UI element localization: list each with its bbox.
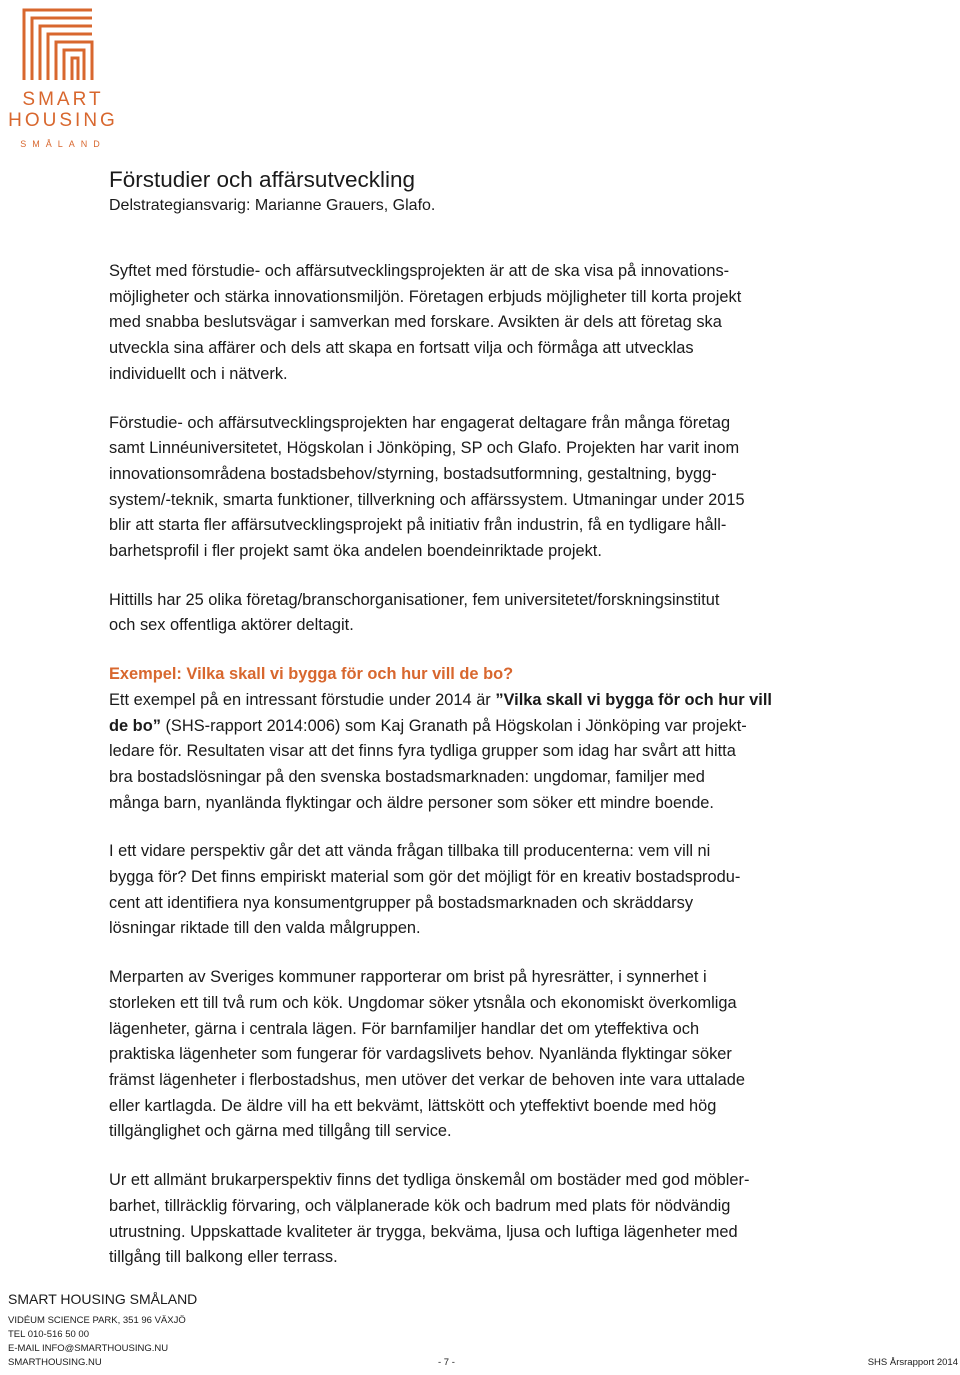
footer-website-link[interactable]: SMARTHOUSING.NU [8,1357,102,1368]
text-line: ledare för. Resultaten visar att det finns fyra tydliga grupper som idag har svårt att hitta [109,742,736,761]
paragraph-participants [109,411,779,565]
text-line: blir att starta fler affärsutvecklingsprojekt på initiativ från industrin, få en tydligare håll- [109,516,727,535]
text-line: innovationsområdena bostadsbehov/styrning, bostadsutformning, gestaltning, bygg- [109,464,717,483]
text-line: bygga för? Det finns empiriskt material som gör det möjligt för en kreativ bostadsprodu- [109,868,741,887]
text-line: eller kartlagda. De äldre vill ha ett bekvämt, lättskött och yteffektivt boende med hög [109,1096,717,1115]
page-subtitle: Delstrategiansvarig: Marianne Grauers, Glafo. [109,197,436,214]
text-fragment: Ett exempel på en intressant förstudie under 2014 är [109,690,496,709]
text-line: cent att identifiera nya konsumentgrupper på bostadsmarknaden och skräddarsy [109,893,694,912]
text-line: utrustning. Uppskattade kvaliteter är trygga, bekväma, ljusa och luftiga lägenheter med [109,1222,738,1241]
report-name: SHS Årsrapport 2014 [867,1357,958,1368]
text-line [109,688,779,714]
text-line: praktiska lägenheter som fungerar för vardagslivets behov. Nyanlända flyktingar söker [109,1045,732,1064]
text-line: barhet, tillräcklig förvaring, och välplanerade kök och badrum med plats för nödvändig [109,1196,731,1215]
text-line: lägenheter, gärna i centrala lägen. För barnfamiljer handlar det om yteffektiva och [109,1019,700,1038]
page-footer [8,1290,958,1368]
study-title-quote: ”Vilka skall vi bygga för och hur vill [495,690,772,709]
text-line: tillgång till balkong eller terrass. [109,1248,338,1267]
paragraph-purpose [109,259,779,388]
logo-mark-icon [8,4,118,84]
text-line: Förstudie- och affärsutvecklingsprojekten har engagerat deltagare från många företag [109,413,731,432]
text-line [109,714,779,740]
text-line: I ett vidare perspektiv går det att vända frågan tillbaka till producenterna: vem vill ni [109,842,711,861]
footer-org-name: SMART HOUSING SMÅLAND [8,1291,198,1307]
footer-email: E-MAIL INFO@SMARTHOUSING.NU [8,1343,169,1354]
text-line: samt Linnéuniversitetet, Högskolan i Jönköping, SP och Glafo. Projekten har varit inom [109,439,740,458]
paragraph-user-perspective [109,1168,779,1271]
page-title: Förstudier och affärsutveckling [109,167,415,192]
text-fragment: (SHS-rapport 2014:006) som Kaj Granath på Högskolan i Jönköping var projekt- [160,716,747,735]
text-line: Hittills har 25 olika företag/branschorganisationer, fem universitetet/forskningsinstitut [109,590,720,609]
text-line: tillgänglighet och gärna med tillgång till service. [109,1122,452,1141]
text-line: storleken ett till två rum och kök. Ungdomar söker ytsnåla och ekonomiskt överkomliga [109,993,737,1012]
study-title-quote: de bo” [109,716,161,735]
text-line: Ur ett allmänt brukarperspektiv finns det tydliga önskemål om bostäder med god möbler- [109,1171,750,1190]
text-line: Merparten av Sveriges kommuner rapporterar om brist på hyresrätter, i synnerhet i [109,968,707,987]
footer-address: VIDÉUM SCIENCE PARK, 351 96 VÄXJÖ [8,1315,186,1326]
example-heading: Exempel: Vilka skall vi bygga för och hur vill de bo? [109,665,514,684]
paragraph-perspective [109,839,779,942]
text-line: lösningar riktade till den valda målgruppen. [109,919,421,938]
smart-housing-logo [8,4,118,152]
text-line: många barn, nyanlända flyktingar och äldre personer som söker ett mindre boende. [109,793,714,812]
text-line: med snabba beslutsvägar i samverkan med forskare. Avsikten är dels att företag ska [109,313,722,332]
text-line: individuellt och i nätverk. [109,364,288,383]
paragraph-summary [109,588,779,639]
text-line: främst lägenheter i flerbostadshus, men utöver det verkar de behoven inte vara uttalade [109,1070,745,1089]
logo-word-smart: SMART [22,89,104,110]
text-line: Syftet med förstudie- och affärsutvecklingsprojekten är att de ska visa på innovations- [109,262,730,280]
page-number: - 7 - [438,1357,455,1368]
text-line: och sex offentliga aktörer deltagit. [109,616,354,635]
logo-word-smaland: SMÅLAND [20,139,106,149]
text-line: utveckla sina affärer och dels att skapa en fortsatt vilja och förmåga att utvecklas [109,339,694,358]
paragraph-example [109,688,779,817]
main-content [109,166,779,1271]
footer-phone: TEL 010-516 50 00 [8,1329,89,1340]
logo-word-housing: HOUSING [8,110,118,131]
text-line: barhetsprofil i fler projekt samt öka andelen boendeinriktade projekt. [109,542,602,561]
text-line: bra bostadslösningar på den svenska bostadsmarknaden: ungdomar, familjer med [109,767,705,786]
paragraph-municipalities [109,965,779,1145]
text-line: möjligheter och stärka innovationsmiljön. Företagen erbjuds möjligheter till korta projekt [109,287,742,306]
text-line: system/-teknik, smarta funktioner, tillverkning och affärssystem. Utmaningar under 2015 [109,490,745,509]
